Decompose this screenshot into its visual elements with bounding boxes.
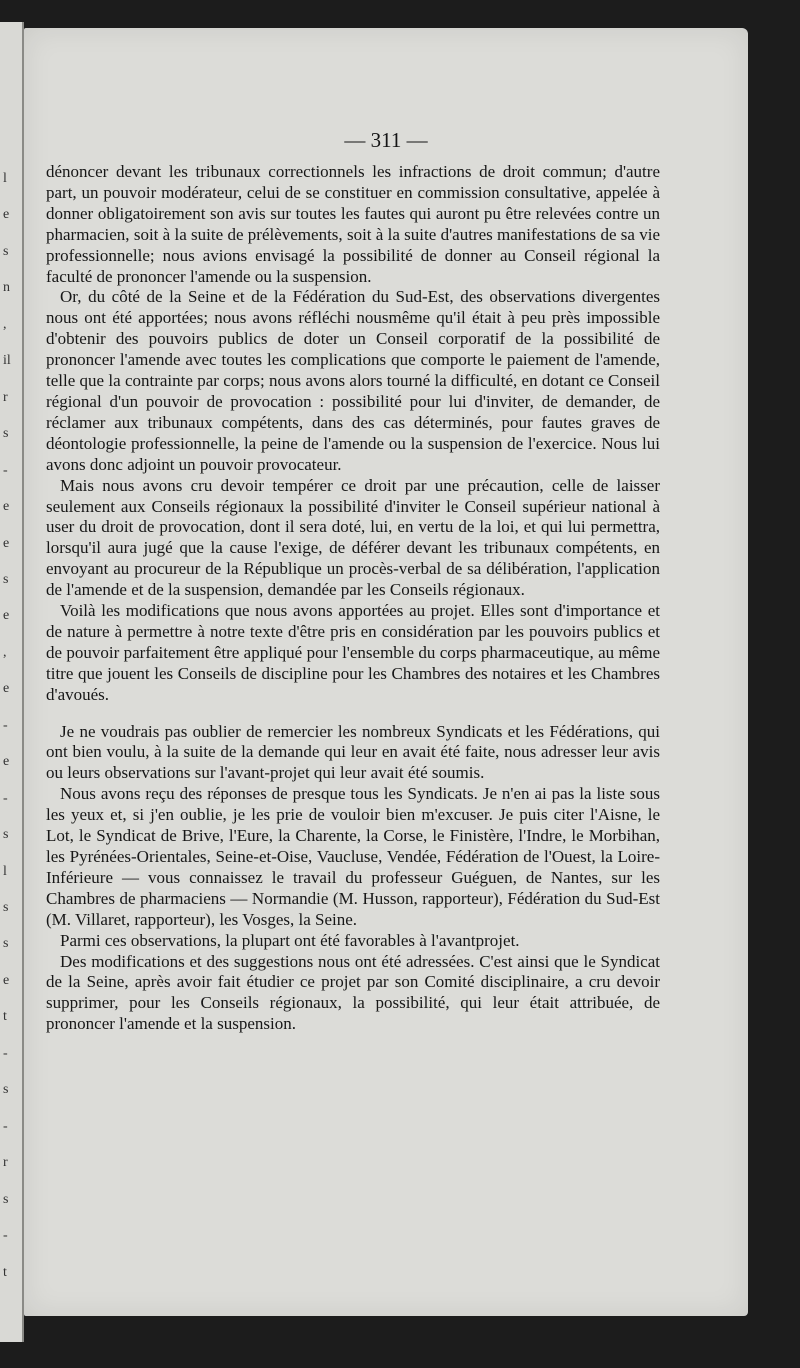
previous-page-letter: n xyxy=(3,280,10,296)
previous-page-letter: s xyxy=(3,900,9,916)
previous-page-letter: t xyxy=(3,1009,7,1025)
previous-page-letter: , xyxy=(3,644,7,660)
previous-page-letter: , xyxy=(3,316,7,332)
paragraph: Nous avons reçu des réponses de presque tous les Syndicats. Je n'en ai pas la liste sous les yeux et, si j'en oublie, je les prie de vouloir bien m'excuser. Je puis citer l'Aisne, le Lot, le Syndicat de Brive, l'Eure, la Charente, la Corse, le Finistère, l'Indre, le Morbihan, les Pyrénées-Orientales, Seine-et-Oise, Vaucluse, Vendée, Fédération de l'Ouest, la Loire-Inférieure — vous connaissez le travail du professeur Guéguen, de Nantes, sur les Chambres de pharmaciens — Normandie (M. Husson, rapporteur), Fédération du Sud-Est (M. Villaret, rapporteur), les Vosges, la Seine. xyxy=(46,784,660,929)
book-page xyxy=(24,28,748,1316)
paragraph: Parmi ces observations, la plupart ont été favorables à l'avantprojet. xyxy=(60,930,520,950)
previous-page-letter: il xyxy=(3,353,11,369)
previous-page-letter: s xyxy=(3,426,9,442)
paragraph: dénoncer devant les tribunaux correctionnels les infractions de droit commun; d'autre part, un pouvoir modérateur, celui de se constituer en commission consultative, appelée à donner obligatoirement son avis sur toutes les fautes qui auront pu être relevées contre un pharmacien, soit à la suite de prélèvements, soit à la suite d'autres manifestations de sa vie professionnelle; nous avions envisagé la possibilité de donner au Conseil régional la faculté de prononcer l'amende ou la suspension. xyxy=(46,162,660,286)
paragraph: Des modifications et des suggestions nous ont été adressées. C'est ainsi que le Syndicat de la Seine, après avoir fait étudier ce projet par son Comité disciplinaire, a cru devoir supprimer, pour les Conseils régionaux, la possibilité, qui leur était attribuée, de prononcer l'amende et la suspension. xyxy=(46,951,660,1034)
previous-page-letter: t xyxy=(3,1264,7,1280)
previous-page-edge xyxy=(0,22,24,1342)
previous-page-letter: l xyxy=(3,171,7,186)
previous-page-letter: e xyxy=(3,207,10,223)
body-text xyxy=(46,162,660,1035)
previous-page-letter: - xyxy=(3,717,8,733)
previous-page-letter: s xyxy=(3,827,9,843)
previous-page-letter: r xyxy=(3,389,8,405)
previous-page-letter: - xyxy=(3,1045,8,1061)
previous-page-cut-text xyxy=(1,22,21,1342)
previous-page-letter: l xyxy=(3,863,7,879)
previous-page-letter: s xyxy=(3,936,9,952)
paragraph: Mais nous avons cru devoir tempérer ce droit par une précaution, celle de laisser seulement aux Conseils régionaux la possibilité d'inviter le Conseil supérieur national à user du droit de provocation, dont il sera doté, lui, en vertu de la loi, et qui lui permettra, lorsqu'il aura jugé que la cause l'exige, de déférer devant les tribunaux compétents, en envoyant au procureur de la République un procès-verbal de sa délibération, l'application de l'amende et de la suspension, demandée par les Conseils régionaux. xyxy=(46,475,660,600)
previous-page-letter: e xyxy=(3,535,10,551)
previous-page-letter: - xyxy=(3,790,8,806)
previous-page-letter: s xyxy=(3,1191,9,1207)
page-number: — 311 — xyxy=(344,128,428,152)
previous-page-letter: s xyxy=(3,243,9,259)
previous-page-letter: s xyxy=(3,1082,9,1098)
previous-page-letter: s xyxy=(3,571,9,587)
previous-page-letter: e xyxy=(3,754,10,770)
paragraph: Voilà les modifications que nous avons apportées au projet. Elles sont d'importance et de nature à permettre à notre texte d'être pris en considération par les pouvoirs publics et de pouvoir parfaitement être appliqué pour l'ensemble du corps pharmaceutique, au même titre que jouent les Conseils de discipline pour les Chambres des notaires et les Chambres d'avoués. xyxy=(46,601,660,704)
previous-page-letter: - xyxy=(3,1118,8,1134)
previous-page-letter: e xyxy=(3,972,10,988)
previous-page-letter: e xyxy=(3,499,10,515)
previous-page-letter: e xyxy=(3,681,10,697)
previous-page-letter: e xyxy=(3,608,10,624)
previous-page-letter: - xyxy=(3,1228,8,1244)
previous-page-letter: - xyxy=(3,462,8,478)
paragraph: Je ne voudrais pas oublier de remercier les nombreux Syndicats et les Fédérations, qui ont bien voulu, à la suite de la demande qui leur en avait été faite, nous adresser leur avis ou leurs observations sur l'avant-projet qui leur avait été soumis. xyxy=(46,721,660,783)
previous-page-letter: r xyxy=(3,1155,8,1171)
paragraph: Or, du côté de la Seine et de la Fédération du Sud-Est, des observations divergentes nous ont été apportées; nous avons réfléchi nousmême qu'il était à peu près impossible d'obtenir des pouvoirs publics de doter un Conseil corporatif de la possibilité de prononcer l'amende avec toutes les complications que comporte le paiement de l'amende, telle que la contrainte par corps; nous avons alors tourné la difficulté, en dotant ce Conseil régional d'un pouvoir de provocation : possibilité pour lui d'inviter, de demander, de réclamer aux tribunaux compétents, dans des cas déterminés, pour fautes graves de déontologie professionnelle, la peine de l'amende ou la suspension de l'exercice. Nous lui avons donc adjoint un pouvoir provocateur. xyxy=(46,287,660,474)
